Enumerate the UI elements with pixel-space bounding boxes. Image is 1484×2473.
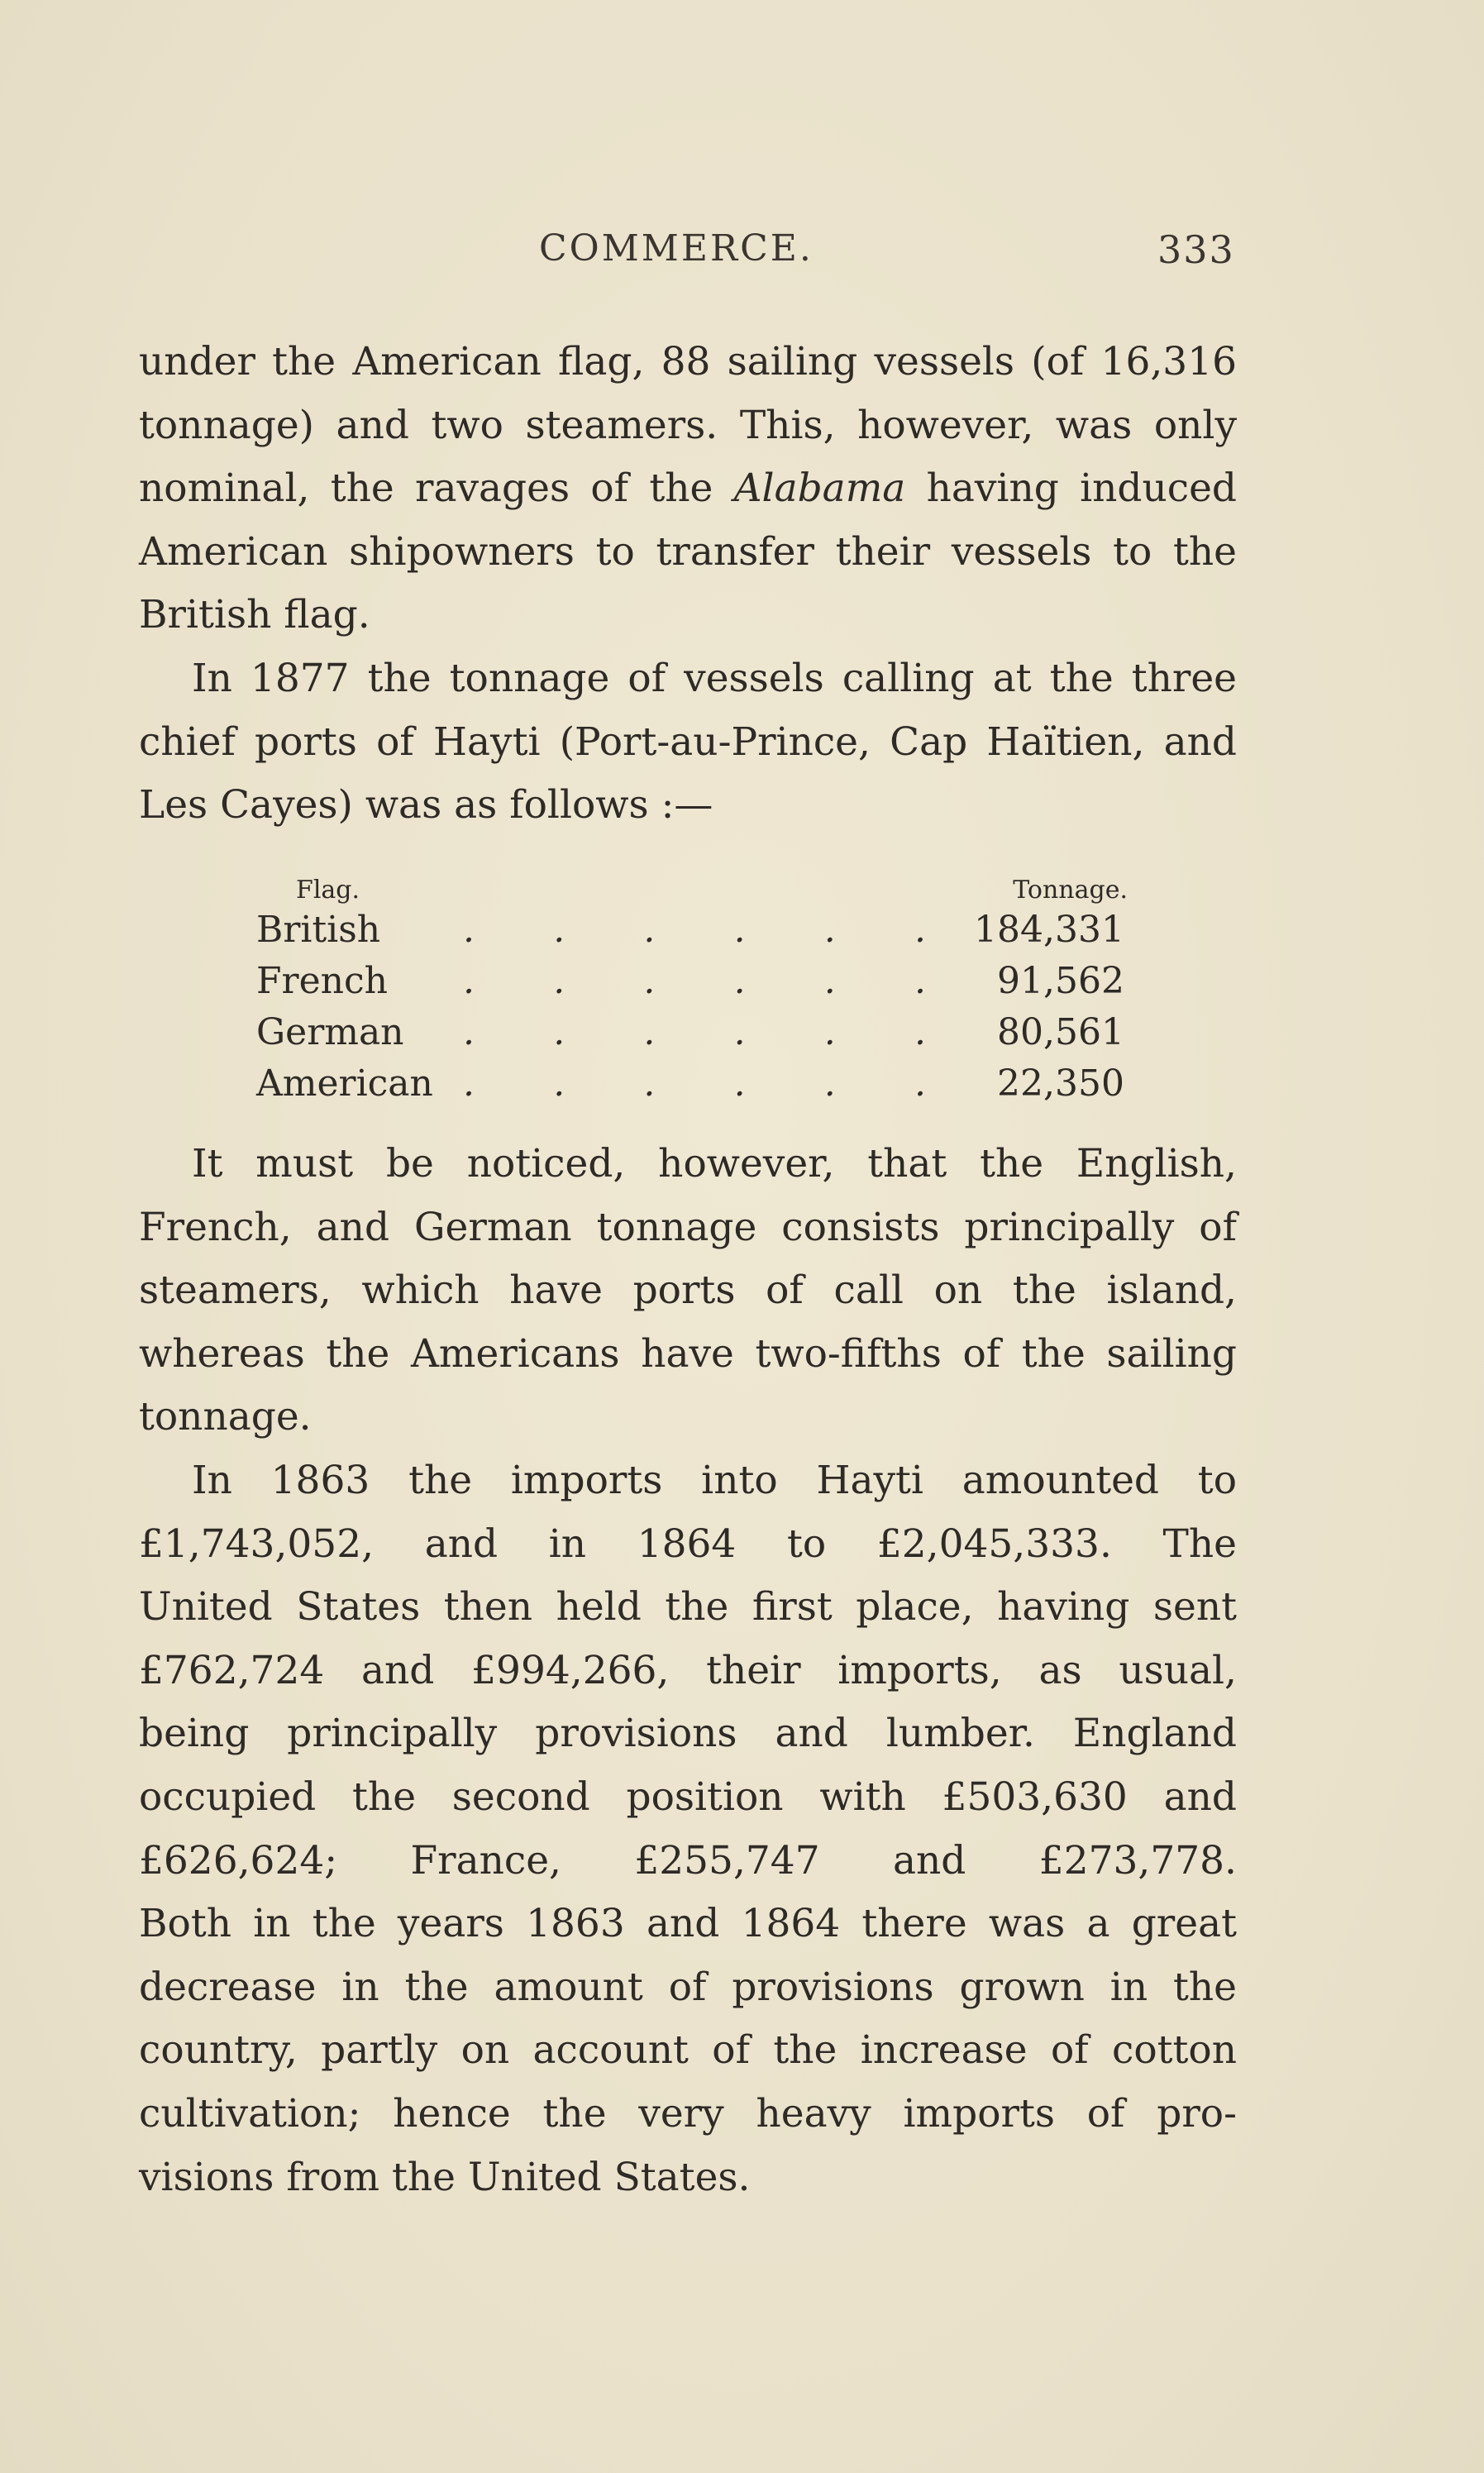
text-line: It must be noticed, however, that the English, <box>192 1141 1237 1186</box>
row-flag: German <box>256 1011 404 1053</box>
row-flag: American <box>256 1062 433 1105</box>
leader-dots: . . . . . . <box>463 960 926 1002</box>
text-line: country, partly on account of the increase of cotton <box>139 2027 1237 2074</box>
text-line: £762,724 and £994,266, their imports, as usual, <box>139 1647 1237 1693</box>
table-header <box>256 872 1128 905</box>
text-line: In 1877 the tonnage of vessels calling at the three <box>192 656 1237 701</box>
text-line <box>139 457 1237 521</box>
text-line: tonnage) and two steamers. This, however, was only <box>139 402 1237 448</box>
paragraph-1 <box>139 331 1237 647</box>
table-row <box>256 905 1124 957</box>
leader-dots: . . . . . . <box>463 909 926 951</box>
text-line: decrease in the amount of provisions grown in the <box>139 1964 1237 2010</box>
table-row <box>256 957 1124 1008</box>
table-row <box>256 1059 1124 1110</box>
text-line: Les Cayes) was as follows :— <box>139 782 713 828</box>
row-flag: French <box>256 960 388 1002</box>
text-line: being principally provisions and lumber. England <box>139 1711 1237 1757</box>
text-line: steamers, which have ports of call on the island, <box>139 1268 1237 1314</box>
text-line: cultivation; hence the very heavy imports of pro- <box>139 2090 1237 2136</box>
text-line: £1,743,052, and in 1864 to £2,045,333. The <box>139 1521 1237 1567</box>
leader-dots: . . . . . . <box>463 1011 926 1053</box>
ship-name-alabama: Alabama <box>733 465 906 512</box>
row-tonnage: 184,331 <box>974 909 1124 951</box>
row-tonnage: 22,350 <box>997 1062 1124 1105</box>
running-head: COMMERCE. <box>539 227 814 270</box>
paragraph-4 <box>139 1449 1237 2209</box>
table-row <box>256 1008 1124 1059</box>
text-line: occupied the second position with £503,630 and <box>139 1774 1237 1820</box>
text-line: In 1863 the imports into Hayti amounted to <box>192 1458 1237 1503</box>
text-segment: nominal, the ravages of the <box>139 465 734 512</box>
text-line: under the American flag, 88 sailing vessels (of 16,316 <box>139 339 1237 384</box>
leader-dots: . . . . . . <box>463 1062 926 1105</box>
text-line: American shipowners to transfer their vessels to the <box>139 528 1237 575</box>
paragraph-2 <box>139 647 1237 838</box>
text-line: United States then held the first place, having sent <box>139 1584 1237 1630</box>
column-header-tonnage: Tonnage. <box>1013 876 1128 905</box>
text-line: tonnage. <box>139 1394 312 1440</box>
text-line: £626,624; France, £255,747 and £273,778. <box>139 1837 1237 1883</box>
page-number: 333 <box>1157 227 1235 272</box>
text-line: chief ports of Hayti (Port-au-Prince, Cap Haïtien, and <box>139 719 1237 765</box>
text-line: British flag. <box>139 592 370 638</box>
text-line: whereas the Americans have two-fifths of the sailing <box>139 1330 1237 1377</box>
text-line: French, and German tonnage consists principally of <box>139 1204 1237 1250</box>
row-tonnage: 80,561 <box>997 1011 1124 1053</box>
paragraph-3 <box>139 1133 1237 1449</box>
row-tonnage: 91,562 <box>997 960 1124 1002</box>
text-segment: having induced <box>905 465 1237 512</box>
column-header-flag: Flag. <box>296 876 360 905</box>
tonnage-table <box>256 872 1128 1110</box>
text-line: visions from the United States. <box>139 2154 751 2200</box>
row-flag: British <box>256 909 381 951</box>
page-header <box>0 227 1484 277</box>
text-line: Both in the years 1863 and 1864 there was a great <box>139 1901 1237 1947</box>
